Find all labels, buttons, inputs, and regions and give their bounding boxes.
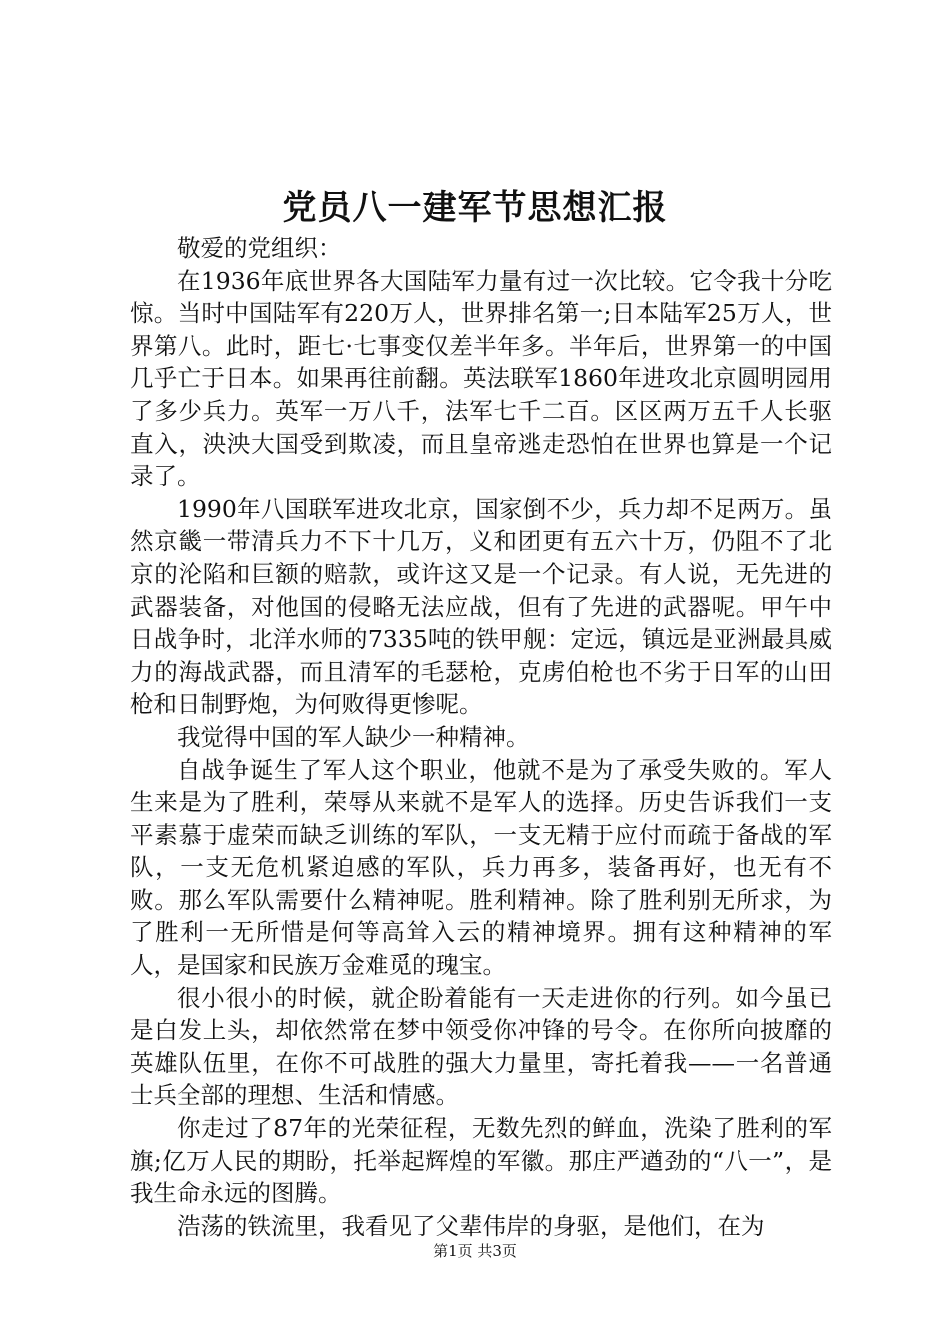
paragraph: 你走过了87年的光荣征程，无数先烈的鲜血，洗染了胜利的军旗;亿万人民的期盼，托举起辉煌的军徽。那庄严遒劲的“八一”，是我生命永远的图腾。 — [130, 1114, 832, 1208]
paragraph: 很小很小的时候，就企盼着能有一天走进你的行列。如今虽已是白发上头，却依然常在梦中领受你冲锋的号令。在你所向披靡的英雄队伍里，在你不可战胜的强大力量里，寄托着我——一名普通士兵全部的理想、生活和情感。 — [130, 983, 832, 1110]
document-body — [130, 232, 832, 1242]
paragraph: 我觉得中国的军人缺少一种精神。 — [177, 722, 530, 751]
paragraph: 自战争诞生了军人这个职业，他就不是为了承受失败的。军人生来是为了胜利，荣辱从来就不是军人的选择。历史告诉我们一支平素慕于虚荣而缺乏训练的军队，一支无精于应付而疏于备战的军队，一支无危机紧迫感的军队，兵力再多，装备再好，也无有不败。那么军队需要什么精神呢。胜利精神。除了胜利别无所求，为了胜利一无所惜是何等高耸入云的精神境界。拥有这种精神的军人，是国家和民族万金难觅的瑰宝。 — [130, 755, 832, 980]
paragraph: 在1936年底世界各大国陆军力量有过一次比较。它令我十分吃惊。当时中国陆军有220万人，世界排名第一;日本陆军25万人，世界第八。此时，距七·七事变仅差半年多。半年后，世界第一的中国几乎亡于日本。如果再往前翻。英法联军1860年进攻北京圆明园用了多少兵力。英军一万八千，法军七千二百。区区两万五千人长驱直入，泱泱大国受到欺凌，而且皇帝逃走恐怕在世界也算是一个记录了。 — [130, 266, 832, 491]
paragraph: 浩荡的铁流里，我看见了父辈伟岸的身驱，是他们，在为 — [177, 1211, 765, 1240]
page-title: 党员八一建军节思想汇报 — [282, 188, 668, 228]
paragraph: 1990年八国联军进攻北京，国家倒不少，兵力却不足两万。虽然京畿一带清兵力不下十几万，义和团更有五六十万，仍阻不了北京的沦陷和巨额的赔款，或许这又是一个记录。有人说，无先进的武器装备，对他国的侵略无法应战，但有了先进的武器呢。甲午中日战争时，北洋水师的7335吨的铁甲舰：定远，镇远是亚洲最具威力的海战武器，而且清军的毛瑟枪，克虏伯枪也不劣于日军的山田枪和日制野炮，为何败得更惨呢。 — [130, 494, 832, 719]
salutation: 敬爱的党组织： — [177, 234, 342, 262]
page-footer: 第1页 共3页 — [433, 1242, 517, 1260]
